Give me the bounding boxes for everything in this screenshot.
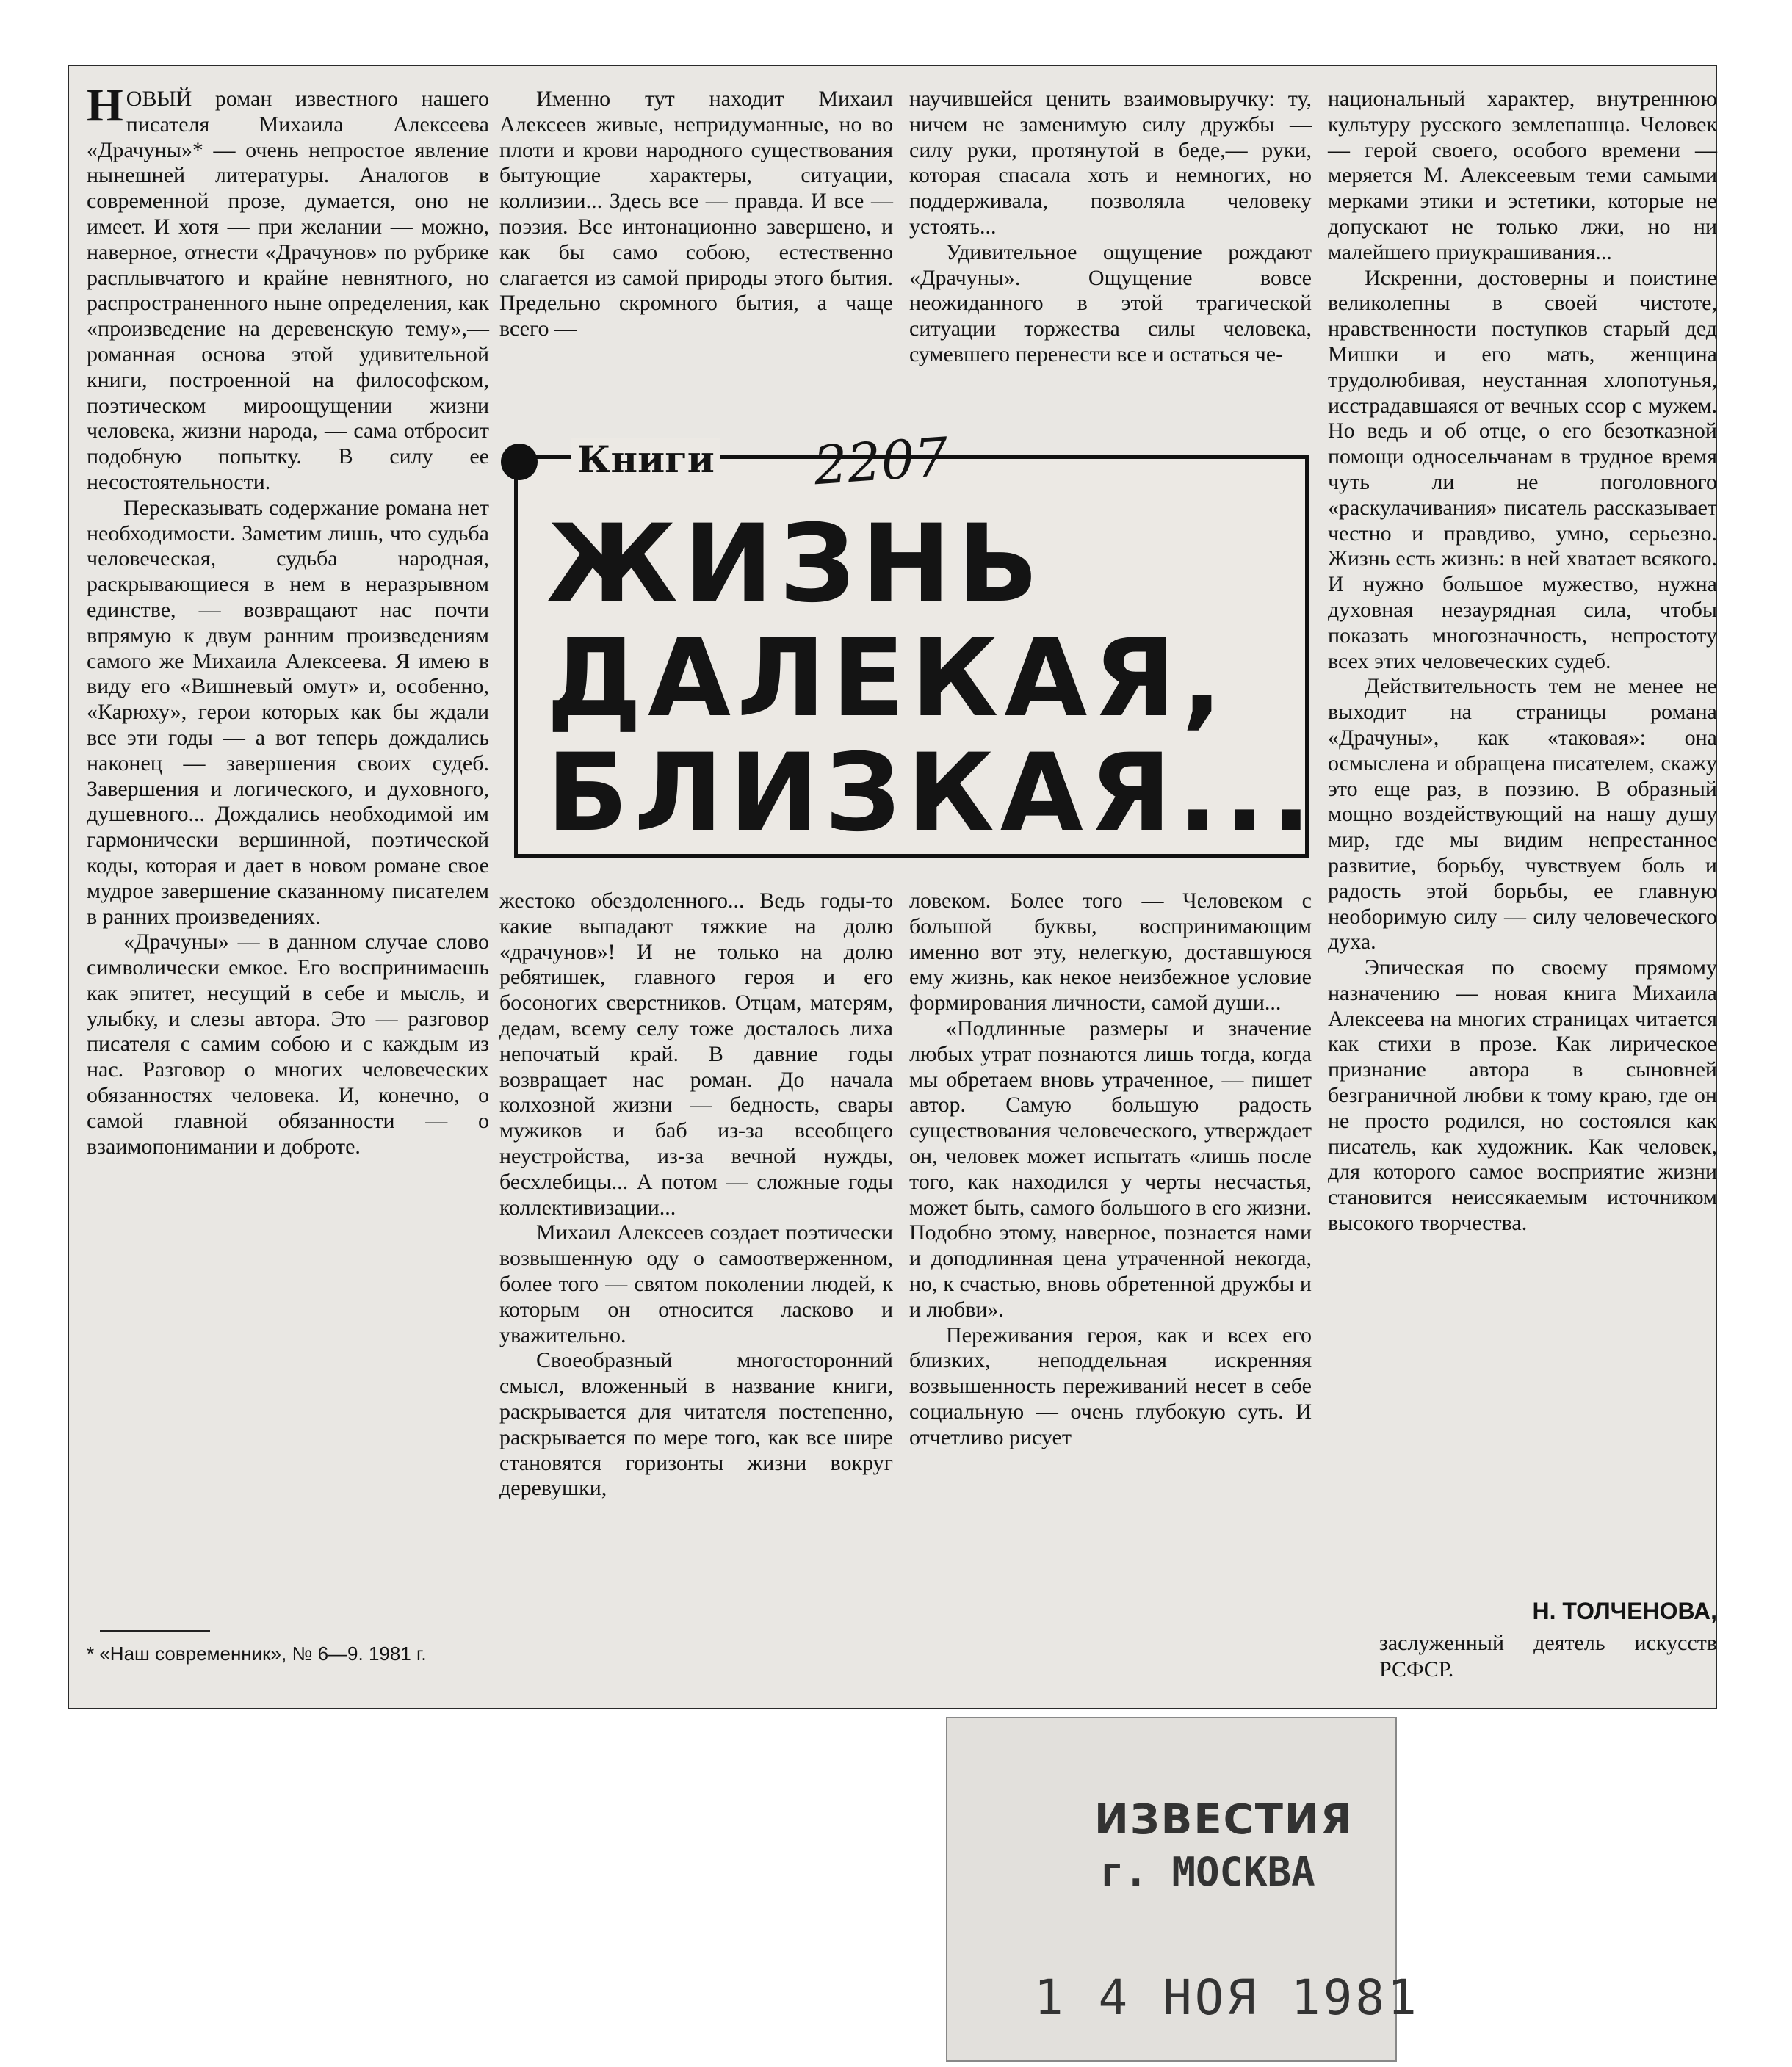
rubric-label: Книги [571,438,720,481]
article-column-2 [499,87,893,342]
headline [546,502,1318,855]
paragraph: Переживания героя, как и всех его близких, неподдельная искренняя возвышенность переживаний несет в себе социальную — очень глубокую суть. И отчетливо рисует [909,1322,1312,1449]
paragraph: Именно тут находит Михаил Алексеев живые, непридуманные, но во плоти и крови народного существования бытующие характеры, ситуации, коллизии... Здесь все — правда. И все — поэзия. Все интонационно завершено, и как бы само собою, естественно слагается из самой природы этого бытия. Предельно скромного бытия, а чаще всего — [499,87,893,341]
paragraph: «Драчуны» — в данном случае слово символически емкое. Его воспринимаешь как эпитет, несущий в себе и мысль, и улыбку, и слезы автора. Это — разговор писателя с самим собою и с каждым из нас. Разговор о многих человеческих обязанностях человека. И, конечно, о самой главной обязанности — о взаимопонимании и доброте. [87,930,489,1159]
paragraph: Удивительное ощущение рождают «Драчуны». Ощущение вовсе неожиданного в этой трагической ситуации торжества силы человека, сумевшего перенести все и остаться че- [909,239,1312,366]
article-column-4 [1328,87,1717,1237]
paragraph: Михаил Алексеев создает поэтически возвышенную оду о самоотверженном, более того — святом поколении людей, к которым он относится ласково и уважительно. [499,1220,893,1347]
paragraph [87,79,489,496]
paragraph: Эпическая по своему прямому назначению — новая книга Михаила Алексеева на многих страницах читается как стихи в прозе. Как лирическое признание автора в сыновней безграничной любви к тому краю, где он не просто родился, но состоялся как писатель, как художник. Как человек, для которого самое восприятие жизни становится неиссякаемым источником высокого творчества. [1328,955,1717,1236]
paragraph: национальный характер, внутреннюю культуру русского землепашца. Человек — герой своего, особого времени — меряется М. Алексеевым теми самыми мерками этики и эстетики, которые не допускают не только лжи, но ни малейшего приукрашивания... [1328,87,1717,264]
paragraph: научившейся ценить взаимовыручку: ту, ничем не заменимую силу дружбы — силу руки, протянутой в беде,— руки, которая спасала хоть и немногих, но поддерживала, позволяла человеку устоять... [909,87,1312,239]
headline-line: ЖИЗНЬ [546,502,1045,626]
handwritten-number: 2207 [812,425,950,497]
paragraph-text: ОВЫЙ роман известного нашего писателя Михаила Алексеева «Драчуны»* — очень непростое явление нынешней литературы. Аналогов в современной прозе, думается, оно не имеет. И хотя — при желании — можно, наверное, отнести «Драчунов» по рубрике расплывчатого и крайне невнятного, но распространенного ныне определения, как «произведение на деревенскую тему»,—романная основа этой удивительной книги, построенной на философском, поэтическом мироощущении жизни человека, жизни народа, — сама отбросит подобную попытку. В силу ее несостоятельности. [87,87,489,494]
stamp-city: г. МОСКВА [1100,1849,1315,1895]
bullet-icon [501,444,538,480]
author-title: заслуженный деятель искусств РСФСР. [1379,1631,1717,1682]
paragraph: Своеобразный многосторонний смысл, вложенный в название книги, раскрывается для читателя постепенно, раскрывается по мере того, как все шире становятся горизонты жизни вокруг деревушки, [499,1348,893,1501]
paragraph: Действительность тем не менее не выходит на страницы романа «Драчуны», как «таковая»: она осмыслена и обращена писателем, скажу это еще раз, в поэзию. В образный мощно воздействующий на нашу душу мир, где мы видим непрестанное развитие, борьбу, чувствуем боль и радость этой борьбы, ее главную необоримую силу — силу человеческого духа. [1328,674,1717,955]
drop-cap: Н [87,79,123,131]
stamp-date: 1 4 НОЯ 1981 [1034,1969,1420,2026]
paragraph: ловеком. Более того — Человеком с большой буквы, воспринимающим именно вот эту, нелегкую, доставшуюся ему жизнь, как некое неизбежное условие формирования личности, самой души... [909,888,1312,1016]
stamp-newspaper-name: ИЗВЕСТИЯ [1094,1796,1354,1844]
article-column-1 [87,79,489,1159]
headline-line: ДАЛЕКАЯ, [546,616,1229,741]
paragraph: Пересказывать содержание романа нет необходимости. Заметим лишь, что судьба человеческая, судьба народная, раскрывающиеся в нем в неразрывном единстве, — возвращают нас почти впрямую к двум ранним произведениям самого же Михаила Алексеева. Я имею в виду его «Вишневый омут» и, особенно, «Карюху», герои которых как бы ждали все эти годы — а вот теперь дождались наконец — завершения своих судеб. Завершения и логического, и духовного, душевного... Дождались необходимой им гармонически вершинной, поэтической коды, которая и дает в новом романе свое мудрое завершение сказанному писателем в ранних произведениях. [87,495,489,929]
footnote-divider [100,1630,210,1632]
author-signature: Н. ТОЛЧЕНОВА, [1532,1598,1717,1624]
article-column-2-continued [499,888,893,1502]
paragraph: «Подлинные размеры и значение любых утрат познаются лишь тогда, когда мы обретаем вновь утраченное, — пишет автор. Самую большую радость существования человеческого, утверждает он, человек может испытать «лишь после того, как находился у черты несчастья, может быть, самого большого в его жизни. Подобно этому, наверное, познается нами и доподлинная цена утраченной некогда, но, к счастью, вновь обретенной дружбы и и любви». [909,1016,1312,1322]
article-column-3 [909,87,1312,368]
article-column-3-continued [909,888,1312,1451]
paragraph: Искренни, достоверны и поистине великолепны в своей чистоте, нравственности поступков старый дед Мишки и его мать, женщина трудолюбивая, неустанная хлопотунья, исстрадавшаяся от вечных ссор с мужем. Но ведь и об отце, о его безотказной помощи односельчанам в трудное время чуть ли не поголовного «раскулачивания» писатель рассказывает честно и правдиво, умно, серьезно. Жизнь есть жизнь: в ней хватает всякого. И нужно большое мужество, нужна духовная незаурядная сила, чтобы показать многозначность, непростоту всех этих человеческих судеб. [1328,265,1717,673]
footnote: * «Наш современник», № 6—9. 1981 г. [87,1643,427,1665]
paragraph: жестоко обездоленного... Ведь годы-то какие выпадают тяжкие на долю «драчунов»! И не только на долю ребятишек, главного героя и его босоногих сверстников. Отцам, матерям, дедам, всему селу тоже досталось лиха непочатый край. В давние годы возвращает нас роман. До начала колхозной жизни — бедность, свары мужиков и баб из-за всеобщего неустройства, из-за вечной нужды, бесхлебицы... А потом — сложные годы коллективизации... [499,888,893,1220]
headline-line: БЛИЗКАЯ... [546,731,1318,855]
